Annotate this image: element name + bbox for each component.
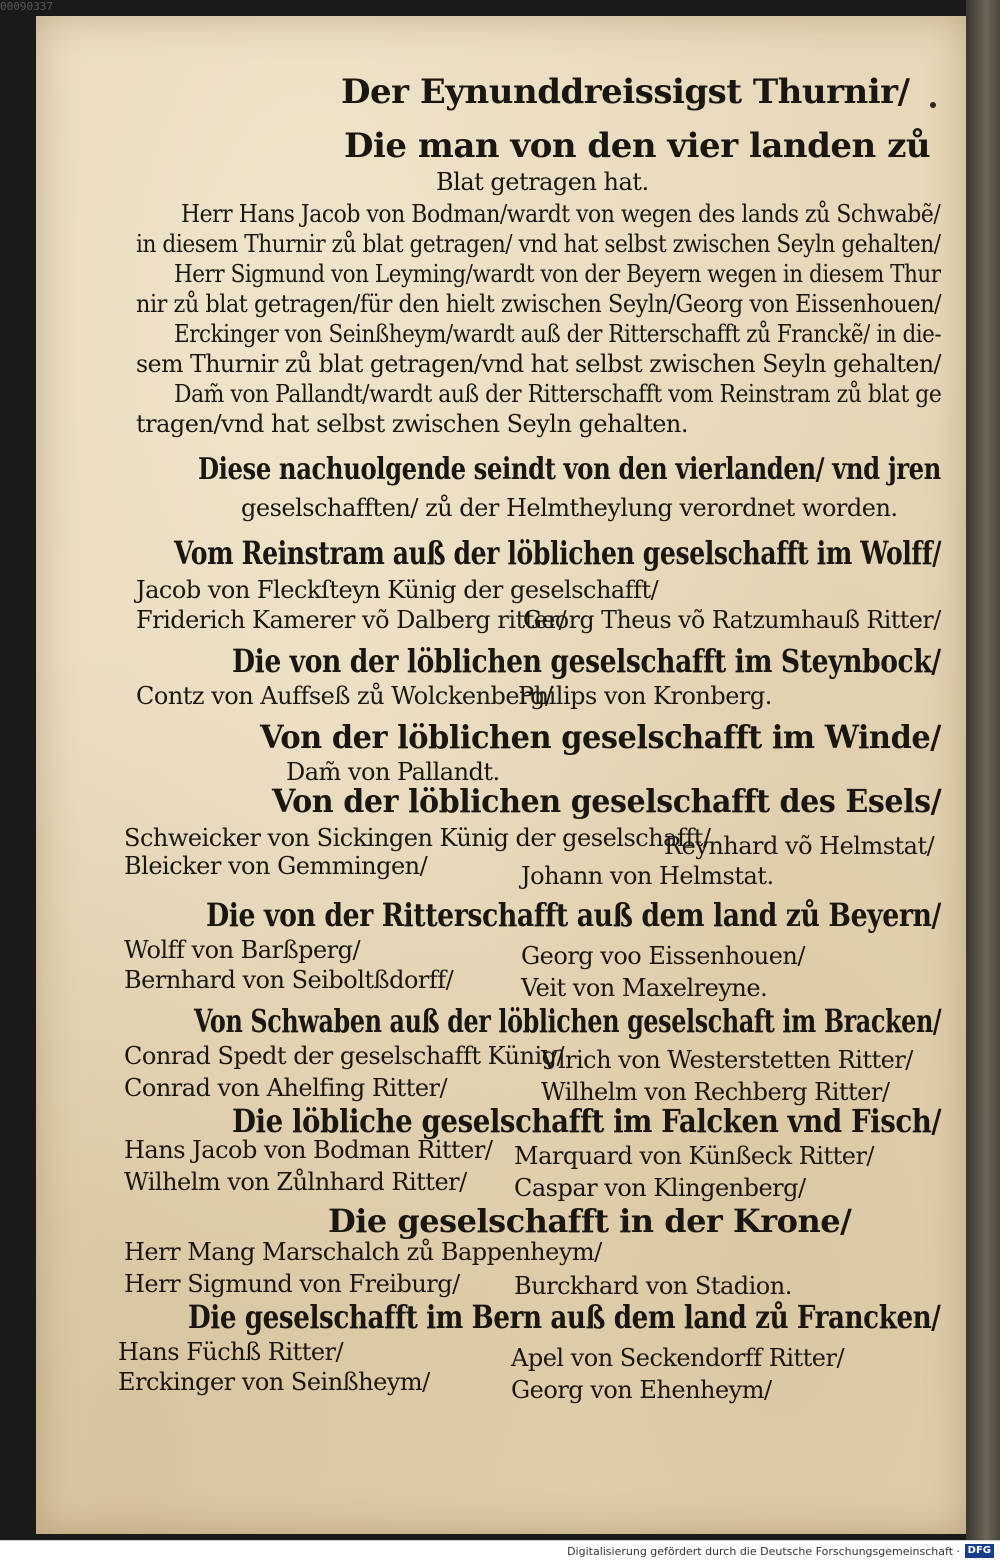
paragraph-line-4: nir zů blat getragen/für den hielt zwischen Seyln/Georg von Eissenhouen/ (136, 290, 942, 318)
name-bern-1: Hans Füchß Ritter/ (118, 1338, 344, 1366)
scan-id-label: 00090337 (0, 0, 53, 13)
name-wolff-1: Jacob von Fleckſteyn Künig der geselschafft/ (136, 576, 659, 604)
adjacent-page-edge (966, 0, 1000, 1540)
name-bracken-3: Conrad von Ahelfing Ritter/ (124, 1074, 448, 1102)
paragraph-line-1: Herr Hans Jacob von Bodman/wardt von wegen des lands zů Schwabẽ/ (181, 200, 941, 228)
name-esels-2: Reynhard võ Helmstat/ (664, 832, 935, 860)
name-wolff-2: Friderich Kamerer võ Dalberg ritter/ (136, 606, 567, 634)
name-bern-4: Georg von Ehenheym/ (511, 1376, 772, 1404)
digitization-footer (0, 1540, 1000, 1563)
name-winde-1: Dam̃ von Pallandt. (286, 758, 500, 786)
title-line-2: Die man von den vier landen zů (344, 126, 931, 166)
intro-line-2: geselschafften/ zů der Helmtheylung verordnet worden. (241, 494, 898, 522)
name-bern-3: Erckinger von Seinßheym/ (118, 1368, 430, 1396)
name-krone-3: Burckhard von Stadion. (514, 1272, 792, 1300)
section-heading-bracken: Von Schwaben auß der löblichen geselschaft im Bracken/ (194, 1002, 942, 1040)
ink-dot (930, 102, 936, 108)
title-line-1: Der Eynunddreissigst Thurnir/ (341, 72, 910, 112)
name-steynbock-1: Contz von Auffseß zů Wolckenberg/ (136, 682, 553, 710)
section-heading-esels: Von der löblichen geselschafft des Esels/ (272, 782, 942, 820)
name-krone-1: Herr Mang Marschalch zů Bappenheym/ (124, 1238, 602, 1266)
name-beyern-3: Bernhard von Seiboltßdorff/ (124, 966, 454, 994)
name-krone-2: Herr Sigmund von Freiburg/ (124, 1270, 460, 1298)
book-page (36, 16, 966, 1534)
section-heading-beyern: Die von der Ritterschafft auß dem land zů Beyern/ (206, 896, 941, 934)
name-bracken-2: Vlrich von Westerstetten Ritter/ (541, 1046, 913, 1074)
section-heading-bern: Die geselschafft im Bern auß dem land zů Francken/ (188, 1298, 941, 1336)
title-line-3: Blat getragen hat. (436, 168, 649, 196)
section-heading-winde: Von der löblichen geselschafft im Winde/ (260, 718, 941, 756)
name-esels-4: Johann von Helmstat. (521, 862, 774, 890)
name-esels-3: Bleicker von Gemmingen/ (124, 852, 428, 880)
section-heading-steynbock: Die von der löblichen geselschafft im Steynbock/ (232, 642, 941, 680)
name-beyern-1: Wolff von Barßperg/ (124, 936, 361, 964)
name-falcken-4: Caspar von Klingenberg/ (514, 1174, 806, 1202)
name-wolff-3: Georg Theus võ Ratzumhauß Ritter/ (523, 606, 941, 634)
paragraph-line-7: Dam̃ von Pallandt/wardt auß der Ritterschafft vom Reinstram zů blat ge (174, 380, 942, 408)
name-steynbock-2: Philips von Kronberg. (518, 682, 772, 710)
paragraph-line-5: Erckinger von Seinßheym/wardt auß der Ritterschafft zů Franckẽ/ in die- (174, 320, 942, 348)
section-heading-falcken: Die löbliche geselschafft im Falcken vnd Fisch/ (232, 1102, 942, 1140)
footer-text: Digitalisierung gefördert durch die Deutsche Forschungsgemeinschaft · (567, 1545, 960, 1558)
section-heading-krone: Die geselschafft in der Krone/ (328, 1202, 852, 1240)
paragraph-line-8: tragen/vnd hat selbst zwischen Seyln gehalten. (136, 410, 689, 438)
paragraph-line-2: in diesem Thurnir zů blat getragen/ vnd hat selbst zwischen Seyln gehalten/ (136, 230, 941, 258)
name-bracken-4: Wilhelm von Rechberg Ritter/ (541, 1078, 890, 1106)
paragraph-line-6: sem Thurnir zů blat getragen/vnd hat selbst zwischen Seyln gehalten/ (136, 350, 942, 378)
intro-line-1: Diese nachuolgende seindt von den vierlanden/ vnd jren (198, 452, 941, 487)
name-falcken-3: Wilhelm von Zůlnhard Ritter/ (124, 1168, 467, 1196)
section-heading-wolff: Vom Reinstram auß der löblichen geselschafft im Wolff/ (174, 534, 941, 572)
name-esels-1: Schweicker von Sickingen Künig der geselschafft/ (124, 824, 711, 852)
name-falcken-1: Hans Jacob von Bodman Ritter/ (124, 1136, 493, 1164)
dfg-logo: DFG (965, 1544, 994, 1558)
name-beyern-2: Georg voo Eissenhouen/ (521, 942, 805, 970)
name-falcken-2: Marquard von Künßeck Ritter/ (514, 1142, 875, 1170)
name-bern-2: Apel von Seckendorff Ritter/ (511, 1344, 845, 1372)
name-bracken-1: Conrad Spedt der geselschafft Künig/ (124, 1042, 565, 1070)
paragraph-line-3: Herr Sigmund von Leyming/wardt von der Beyern wegen in diesem Thur (174, 260, 941, 288)
name-beyern-4: Veit von Maxelreyne. (521, 974, 768, 1002)
